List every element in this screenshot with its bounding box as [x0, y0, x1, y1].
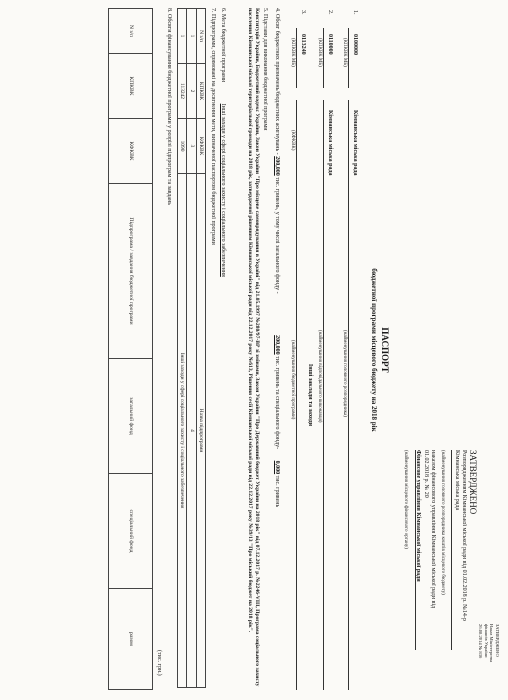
- row-number: 2.: [327, 10, 333, 15]
- column-header: загальний фонд: [109, 359, 153, 474]
- main-manager-caption: (найменування головного розпорядника): [342, 330, 347, 417]
- table-header-row: [196, 9, 205, 688]
- program-goal: [219, 8, 226, 277]
- row-number: 3.: [300, 10, 306, 15]
- table-header-row: [109, 9, 153, 690]
- table-row: [177, 9, 186, 688]
- corner-note: [478, 624, 500, 696]
- approval-decree: Розпорядженням Кімнанської міської ради від 01.02.2018 р. №14-р: [461, 450, 468, 621]
- column-number: 4: [187, 174, 196, 688]
- corner-note-line: фінансів України: [484, 624, 489, 658]
- kpkvk-caption: (КПКВК МБ): [317, 38, 322, 67]
- approval-line: 01.02.2018 р. № 20: [422, 450, 429, 498]
- table-cell: 1: [177, 9, 186, 64]
- main-manager-name: Кімнанська міська рада: [352, 110, 358, 176]
- kpkvk-caption: (КПКВК МБ): [342, 38, 347, 67]
- column-header: N з/п: [196, 9, 205, 64]
- executor-name: Кімнанська міська рада: [327, 110, 333, 176]
- column-header: Назва підпрограми: [196, 174, 205, 688]
- column-header: спеціальний фонд: [109, 474, 153, 589]
- row-number: 1.: [352, 10, 358, 15]
- general-fund-amount: 200,000: [274, 335, 280, 355]
- column-number: 3: [187, 119, 196, 174]
- table-cell: 1090: [177, 119, 186, 174]
- total-amount-text: тис. гривень, у тому числі загального фонду -: [274, 177, 280, 294]
- column-header: КПКВК: [109, 54, 153, 119]
- section-5-label: 5. Підстави для виконання бюджетної програми: [262, 8, 268, 131]
- kpkvk-code: 0110000: [327, 34, 333, 55]
- column-header: КПКВК: [196, 64, 205, 119]
- corner-note-line: ЗАТВЕРДЖЕНО: [495, 624, 500, 657]
- column-number: 2: [187, 64, 196, 119]
- column-header: N з/п: [109, 9, 153, 54]
- total-amount: 200,000: [274, 156, 280, 176]
- passport-title: ПАСПОРТ: [380, 327, 390, 373]
- kpkvk-code: 0113240: [300, 34, 306, 55]
- general-fund-text: тис. гривень та спеціального фонду-: [274, 356, 280, 450]
- legal-basis-text: Конституція України, Бюджетний кодекс України, Закон України "Про місцеве самоврядування в Україні" від 21.05.1997 №280/97-ВР зі змінами, Закон України "Про Державний бюджет України на 2018 рік" від 07.12.2017 р. №2246-VIII, Програма соціального захисту населення Кімнанської міської територіальної громади на 2018 рік, затвердженої рішенням Кімнанської міської ради від 22.12.2017 року №613, Рішення сесії Кімнанської міської ради від 22.12.2017 року №39/13 "Про міський бюджет на 2018 рік".: [247, 8, 260, 687]
- table-number-row: [187, 9, 196, 688]
- budget-volume: [273, 8, 280, 698]
- approval-caption: (найменування місцевого фінансового органу): [403, 450, 409, 549]
- corner-note-line: 26.08.2014 № 836: [478, 624, 484, 659]
- kfkvk-caption: (КФКВК): [290, 130, 295, 151]
- section-7-label: 7. Підпрограми, спрямовані на досягнення мети, визначеної паспортом бюджетної програми: [210, 8, 216, 245]
- unit-label: (тис. грн.): [156, 650, 162, 676]
- kpkvk-caption: (КПКВК МБ): [290, 38, 295, 67]
- column-header: Підпрограма / завдання бюджетної програми: [109, 184, 153, 359]
- program-caption: (найменування бюджетної програми): [290, 340, 295, 420]
- approval-line: наказом фінансового управління Кімнанської міської ради від: [429, 450, 436, 609]
- column-header: разом: [109, 589, 153, 690]
- corner-note-line: Наказ Міністерства: [489, 624, 495, 663]
- program-name: Інші заклади та заходи: [307, 363, 313, 427]
- executor-caption: (найменування відповідального виконавця): [317, 330, 322, 423]
- kpkvk-code: 0100000: [352, 34, 358, 55]
- special-fund-text: тис. гривень: [274, 475, 280, 508]
- section-4-label: 4. Обсяг бюджетних призначень/бюджетних асигнувань -: [274, 8, 280, 155]
- column-header: КФКВК: [109, 119, 153, 184]
- section-8-label: 8. Обсяги фінансування бюджетної програми у розрізі підпрограм та завдань: [166, 8, 172, 206]
- column-header: КФКВК: [196, 119, 205, 174]
- approval-caption: (найменування головного розпорядника коштів місцевого бюджету): [439, 450, 445, 595]
- approval-council: Кімнанська міська рада: [454, 450, 461, 511]
- special-fund-amount: 0,000: [274, 460, 280, 475]
- funding-table: [108, 8, 153, 690]
- subprogram-table: [177, 8, 206, 688]
- column-number: 1: [187, 9, 196, 64]
- table-cell: Інші заходи у сфері соціального захисту і соціального забезпечення: [177, 174, 186, 688]
- table-cell: 113242: [177, 64, 186, 119]
- approval-title: ЗАТВЕРДЖЕНО: [468, 450, 478, 515]
- passport-subtitle: бюджетної програми місцевого бюджету на 2018 рік: [370, 268, 378, 432]
- approval-block: [402, 450, 478, 690]
- approval-financial-dept: Фінансове управління Кімнанської міської ради: [415, 450, 422, 582]
- section-6-label: 6. Мета бюджетної програми: [220, 8, 226, 83]
- program-goal-value: Інші заходи у сфері соціального захисту і соціального забезпечення: [220, 103, 226, 277]
